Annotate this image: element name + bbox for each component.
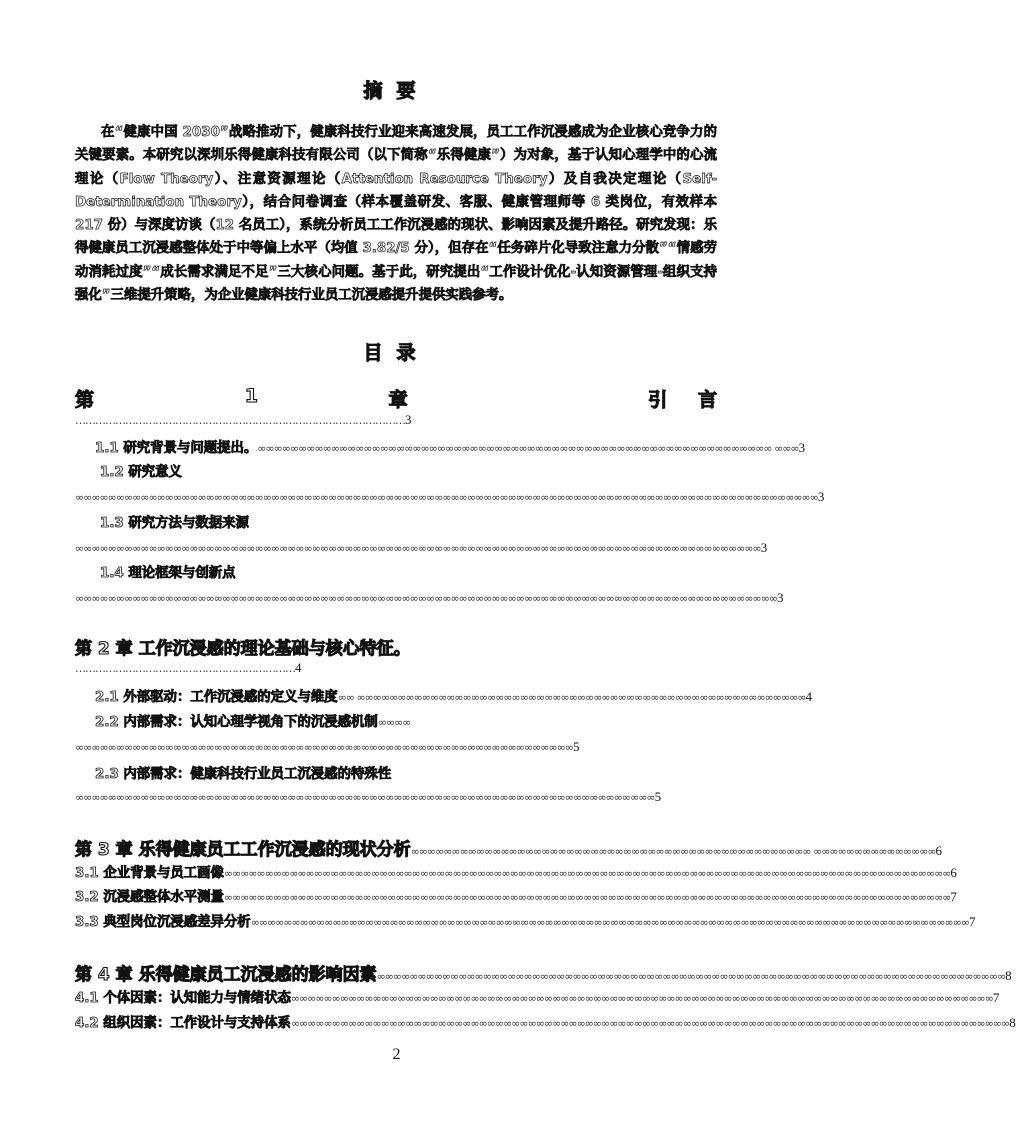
entry-label: 1.1 研究背景与问题提出。 — [95, 441, 258, 456]
leader-dots: ∞∞ ∞∞∞∞∞∞∞∞∞∞∞∞∞∞∞∞∞∞∞∞∞∞∞∞∞∞∞∞∞∞∞∞∞∞∞∞∞∞∞∞∞∞∞∞∞∞∞∞∞∞∞∞∞∞∞ — [337, 691, 806, 704]
toc-entry-2-2-label[interactable] — [95, 711, 717, 730]
entry-label: 2.3 内部需求：健康科技行业员工沉浸感的特殊性 — [95, 767, 392, 782]
leader-dots: ∞∞∞∞∞∞∞∞∞∞∞∞∞∞∞∞∞∞∞∞∞∞∞∞∞∞∞∞∞∞∞∞∞∞∞∞∞∞∞∞∞∞∞∞∞∞∞∞∞∞∞∞∞∞∞∞∞∞∞∞∞∞∞∞∞∞∞∞∞∞∞∞∞∞∞∞∞∞∞∞∞∞∞∞∞∞ — [290, 992, 993, 1005]
toc-entry-2-1[interactable] — [95, 686, 812, 705]
page-number: 6 — [950, 865, 957, 880]
entry-label: 1.2 研究意义 — [100, 465, 182, 480]
entry-label: 3.2 沉浸感整体水平测量 — [75, 890, 224, 905]
page-number: 4 — [805, 689, 812, 704]
toc-chapter-2-leader — [75, 660, 717, 676]
toc-entry-1-4-label[interactable] — [100, 562, 742, 581]
entry-label: 2.1 外部驱动：工作沉浸感的定义与维度 — [95, 690, 338, 705]
page-number: 6 — [935, 843, 943, 858]
entry-label: 1.3 研究方法与数据来源 — [100, 516, 249, 531]
page-number: 5 — [654, 789, 662, 804]
leader-dots: ∞∞∞∞∞∞∞∞∞∞∞∞∞∞∞∞∞∞∞∞∞∞∞∞∞∞∞∞∞∞∞∞∞∞∞∞∞∞∞∞∞∞∞∞∞∞∞∞∞∞∞∞∞∞∞∞∞∞∞∞∞∞∞∞∞∞∞∞∞∞∞∞∞∞∞∞∞∞∞∞∞∞∞∞∞∞ — [75, 592, 778, 605]
toc-entry-1-2-leader — [75, 486, 825, 505]
leader-dots: ∞∞∞∞∞∞∞∞∞∞∞∞∞∞∞∞∞∞∞∞∞∞∞∞∞∞∞∞∞∞∞∞∞∞∞∞∞∞∞∞∞∞∞∞∞∞∞∞∞∞∞∞∞∞∞∞∞∞∞∞∞∞∞∞∞∞∞∞∞∞∞∞∞∞∞∞∞∞∞∞∞∞∞∞∞∞∞∞∞ — [223, 891, 951, 904]
toc-entry-3-2[interactable] — [75, 886, 957, 905]
chapter-label: 第 3 章 乐得健康员工工作沉浸感的现状分析 — [75, 840, 411, 860]
page-number: 3 — [817, 489, 825, 504]
entry-label: 2.2 内部需求：认知心理学视角下的沉浸感机制 — [95, 715, 378, 730]
chapter-1-part: 章 — [388, 389, 408, 411]
toc-chapter-1-heading[interactable] — [75, 385, 717, 409]
toc-chapter-3[interactable] — [75, 835, 943, 860]
toc-entry-2-2-leader — [75, 736, 717, 755]
leader-dots: ∞∞∞∞∞∞∞∞∞∞∞∞∞∞∞∞∞∞∞∞∞∞∞∞∞∞∞∞∞∞∞∞∞∞∞∞∞∞∞∞∞∞∞∞∞∞∞∞∞∞∞∞∞∞∞∞∞∞∞∞∞∞∞∞∞∞∞∞∞∞∞∞∞∞∞∞∞∞∞∞∞∞∞∞ — [75, 542, 761, 555]
toc-entry-4-2[interactable] — [75, 1012, 1016, 1031]
leader-dots: ∞∞∞∞∞∞∞∞∞∞∞∞∞∞∞∞∞∞∞∞∞∞∞∞∞∞∞∞∞∞∞∞∞∞∞∞∞∞∞∞∞∞∞∞∞∞∞∞∞ ∞∞∞∞∞∞∞∞∞∞∞∞∞∞∞ — [410, 845, 936, 858]
chapter-1-part: 第 — [75, 389, 95, 411]
toc-entry-2-3-label[interactable] — [95, 763, 717, 782]
page-number: 4 — [295, 660, 302, 675]
chapter-1-part: 言 — [697, 389, 717, 411]
entry-label: 3.3 典型岗位沉浸感差异分析 — [75, 915, 251, 930]
page-number: 3 — [777, 590, 784, 605]
chapter-1-part: 1 — [244, 385, 258, 407]
leader-dots: ∞∞∞∞∞∞∞∞∞∞∞∞∞∞∞∞∞∞∞∞∞∞∞∞∞∞∞∞∞∞∞∞∞∞∞∞∞∞∞∞∞∞∞∞∞∞∞∞∞∞∞∞∞∞∞∞∞∞∞∞∞∞∞∞∞∞∞∞∞∞∞∞∞∞∞∞∞∞∞∞∞∞∞∞∞∞∞∞ — [250, 916, 970, 929]
leader-dots: ∞∞∞∞∞∞∞∞∞∞∞∞∞∞∞∞∞∞∞∞∞∞∞∞∞∞∞∞∞∞∞∞∞∞∞∞∞∞∞∞∞∞∞∞∞∞∞∞∞∞∞∞∞∞∞∞∞∞∞∞∞∞∞∞∞∞∞∞∞∞∞∞∞∞∞∞∞ — [376, 970, 1006, 983]
leader-dots: ∞∞∞∞∞∞∞∞∞∞∞∞∞∞∞∞∞∞∞∞∞∞∞∞∞∞∞∞∞∞∞∞∞∞∞∞∞∞∞∞∞∞∞∞∞∞∞∞∞∞∞∞∞∞∞∞∞∞∞∞∞∞∞∞∞∞∞∞∞∞∞∞∞∞∞∞∞∞∞∞∞∞∞∞∞∞∞∞ — [290, 1017, 1010, 1030]
leader-dots: ∞∞∞∞ — [377, 716, 411, 729]
page-footer-number: 2 — [392, 1046, 401, 1063]
chapter-label: 第 4 章 乐得健康员工沉浸感的影响因素 — [75, 965, 377, 985]
toc-entry-1-4-leader — [75, 587, 784, 606]
toc-title: 目录 — [363, 342, 430, 364]
page-number: 7 — [969, 914, 976, 929]
leader-dots: ∞∞∞∞∞∞∞∞∞∞∞∞∞∞∞∞∞∞∞∞∞∞∞∞∞∞∞∞∞∞∞∞∞∞∞∞∞∞∞∞∞∞∞∞∞∞∞∞∞∞∞∞∞∞∞∞∞∞∞∞∞∞∞∞∞∞∞∞∞∞∞∞∞∞∞∞∞∞∞∞∞∞∞∞∞∞∞∞∞∞∞ — [75, 491, 818, 504]
page-number: 8 — [1009, 1015, 1016, 1030]
entry-label: 3.1 企业背景与员工画像 — [75, 866, 224, 881]
toc-entry-1-2-label[interactable] — [100, 461, 742, 480]
toc-chapter-2-heading[interactable] — [75, 634, 717, 659]
page-number: 3 — [798, 440, 806, 455]
toc-chapter-1-leader — [75, 412, 717, 428]
entry-label: 1.4 理论框架与创新点 — [100, 566, 236, 581]
chapter-label: 第 2 章 工作沉浸感的理论基础与核心特征。 — [75, 639, 411, 659]
leader-dots: ∞∞∞∞∞∞∞∞∞∞∞∞∞∞∞∞∞∞∞∞∞∞∞∞∞∞∞∞∞∞∞∞∞∞∞∞∞∞∞∞∞∞∞∞∞∞∞∞∞∞∞∞∞∞∞∞∞∞∞∞∞ — [75, 741, 573, 754]
chapter-1-part: 引 — [648, 389, 668, 411]
entry-label: 4.2 组织因素：工作设计与支持体系 — [75, 1016, 291, 1031]
page-number: 7 — [992, 990, 1000, 1005]
leader-dots: ∞∞∞∞∞∞∞∞∞∞∞∞∞∞∞∞∞∞∞∞∞∞∞∞∞∞∞∞∞∞∞∞∞∞∞∞∞∞∞∞∞∞∞∞∞∞∞∞∞∞∞∞∞∞∞∞∞∞∞∞∞∞∞ ∞∞∞ — [257, 442, 799, 455]
toc-entry-3-3[interactable] — [75, 911, 976, 930]
toc-entry-3-1[interactable] — [75, 862, 957, 881]
abstract-body: 在“健康中国 2030”战略推动下，健康科技行业迎来高速发展，员工工作沉浸感成为企业核心竞争力的关键要素。本研究以深圳乐得健康科技有限公司（以下简称“乐得健康”）为对象，基于认知心理学中的心流理论（Flow Theory）、注意资源理论（Attention Resource Theory）及自我决定理论（Self-Determination Theory），结合问卷调查（样本覆盖研发、客服、健康管理师等 6 类岗位，有效样本 217 份）与深度访谈（12 名员工），系统分析员工工作沉浸感的现状、影响因素及提升路径。研究发现：乐得健康员工沉浸感整体处于中等偏上水平（均值 3.82/5 分），但存在“任务碎片化导致注意力分散”“情感劳动消耗过度”“成长需求满足不足”三大核心问题。基于此，研究提出“工作设计优化-认知资源管理-组织支持强化”三维提升策略，为企业健康科技行业员工沉浸感提升提供实践参考。 — [75, 125, 717, 304]
page-number: 8 — [1005, 968, 1012, 983]
leader-dots: ……………………………………………………………………………………… — [75, 414, 405, 427]
entry-label: 4.1 个体因素：认知能力与情绪状态 — [75, 991, 291, 1006]
toc-entry-2-3-leader — [75, 786, 717, 805]
leader-dots: ………………………………………………………… — [75, 662, 295, 675]
leader-dots: ∞∞∞∞∞∞∞∞∞∞∞∞∞∞∞∞∞∞∞∞∞∞∞∞∞∞∞∞∞∞∞∞∞∞∞∞∞∞∞∞∞∞∞∞∞∞∞∞∞∞∞∞∞∞∞∞∞∞∞∞∞∞∞∞∞∞∞∞∞∞∞∞∞∞∞∞∞∞∞∞∞∞∞∞∞∞∞∞∞ — [223, 867, 951, 880]
toc-entry-1-1[interactable] — [95, 437, 806, 456]
page-number: 3 — [760, 540, 768, 555]
toc-chapter-4[interactable] — [75, 960, 1012, 985]
toc-entry-1-3-label[interactable] — [100, 512, 742, 531]
leader-dots: ∞∞∞∞∞∞∞∞∞∞∞∞∞∞∞∞∞∞∞∞∞∞∞∞∞∞∞∞∞∞∞∞∞∞∞∞∞∞∞∞∞∞∞∞∞∞∞∞∞∞∞∞∞∞∞∞∞∞∞∞∞∞∞∞∞∞∞∞∞∞∞ — [75, 791, 655, 804]
page-number: 7 — [950, 889, 957, 904]
page-number: 5 — [572, 739, 580, 754]
page-number: 3 — [405, 412, 412, 427]
toc-entry-1-3-leader — [75, 537, 768, 556]
toc-entry-4-1[interactable] — [75, 987, 1000, 1006]
abstract-title: 摘要 — [363, 80, 430, 102]
